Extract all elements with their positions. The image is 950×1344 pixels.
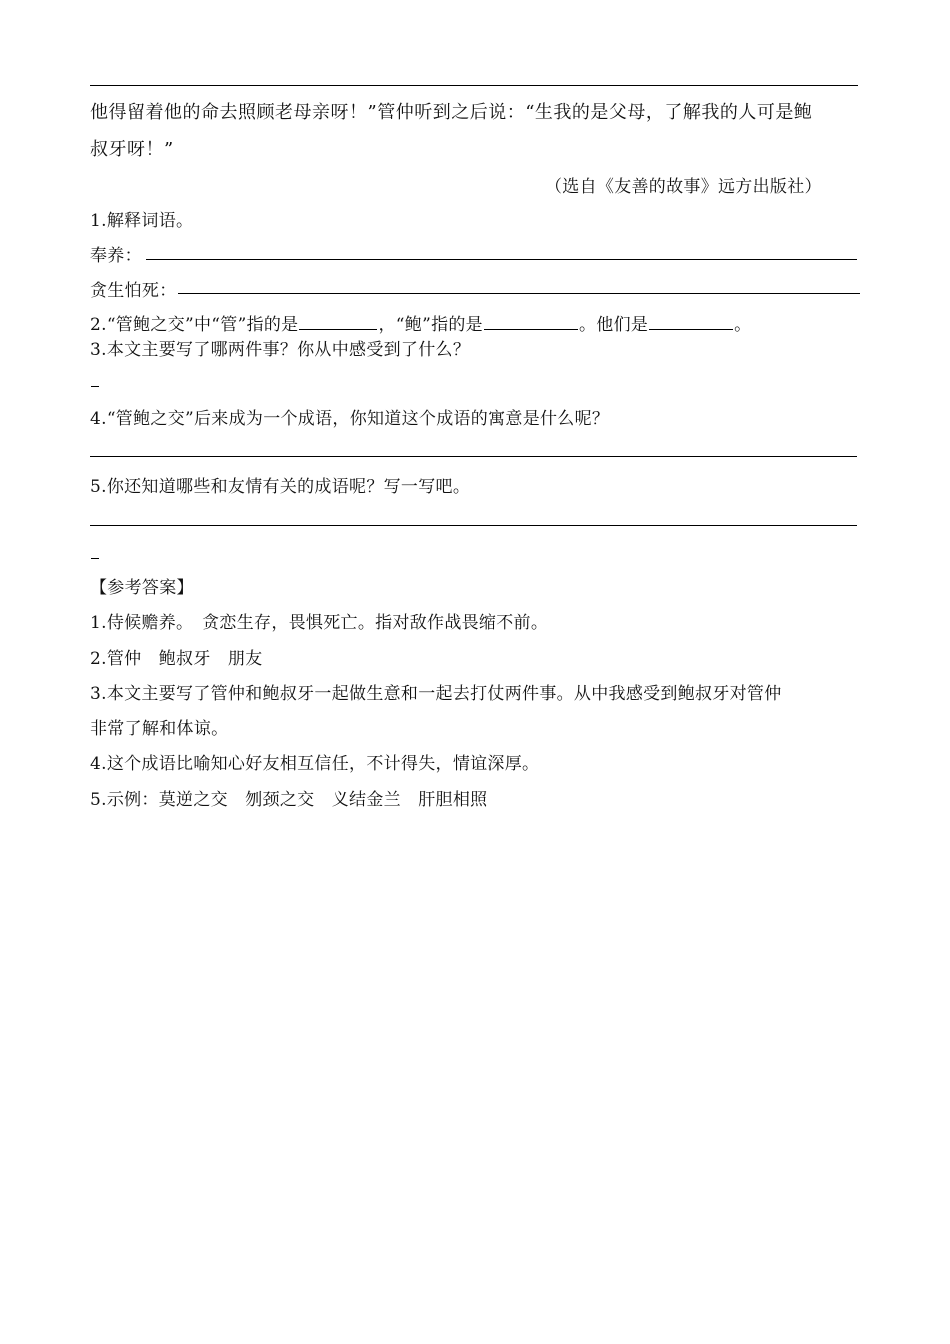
top-rule: [90, 85, 858, 86]
blank-guan[interactable]: [299, 311, 377, 330]
question-2: [90, 310, 751, 335]
answers-heading: 【参考答案】: [90, 578, 194, 598]
answer-5: 5.示例：莫逆之交 刎颈之交 义结金兰 肝胆相照: [90, 790, 488, 810]
answer-3-line-2: 非常了解和体谅。: [90, 719, 229, 739]
blank-bao[interactable]: [484, 311, 578, 330]
question-2-part-3: 。他们是: [578, 315, 649, 335]
question-3: 3.本文主要写了哪两件事？你从中感受到了什么？: [90, 340, 471, 360]
answer-1: 1.侍候赡养。 贪恋生存，畏惧死亡。指对敌作战畏缩不前。: [90, 613, 549, 633]
passage-line-1: 他得留着他的命去照顾老母亲呀！”管仲听到之后说：“生我的是父母，了解我的人可是鲍: [90, 102, 813, 123]
blank-relation[interactable]: [649, 311, 733, 330]
question-1-title: 1.解释词语。: [90, 211, 194, 231]
answer-4: 4.这个成语比喻知心好友相互信任，不计得失，情谊深厚。: [90, 754, 540, 774]
passage-line-2: 叔牙呀！”: [90, 139, 174, 160]
question-1-word-a: 奉养：: [90, 246, 142, 266]
question-4: 4.“管鲍之交”后来成为一个成语，你知道这个成语的寓意是什么呢？: [90, 409, 610, 429]
passage-source: （选自《友善的故事》远方出版社）: [545, 177, 822, 197]
answer-mark-q5[interactable]: [91, 558, 99, 559]
answer-3-line-1: 3.本文主要写了管仲和鲍叔牙一起做生意和一起去打仗两件事。从中我感受到鲍叔牙对管仲: [90, 684, 782, 704]
question-2-part-1: 2.“管鲍之交”中“管”指的是: [90, 315, 299, 335]
answer-2: 2.管仲 鲍叔牙 朋友: [90, 649, 263, 669]
question-2-part-2: ，“鲍”指的是: [378, 315, 483, 335]
question-2-part-4: 。: [734, 315, 752, 335]
question-5: 5.你还知道哪些和友情有关的成语呢？写一写吧。: [90, 477, 471, 497]
answer-mark-q3[interactable]: [91, 386, 99, 387]
question-1-word-b: 贪生怕死：: [90, 281, 177, 301]
answer-line-q4[interactable]: [90, 456, 857, 457]
answer-line-word-a[interactable]: [146, 259, 857, 260]
answer-line-word-b[interactable]: [178, 293, 860, 294]
answer-line-q5[interactable]: [90, 525, 857, 526]
